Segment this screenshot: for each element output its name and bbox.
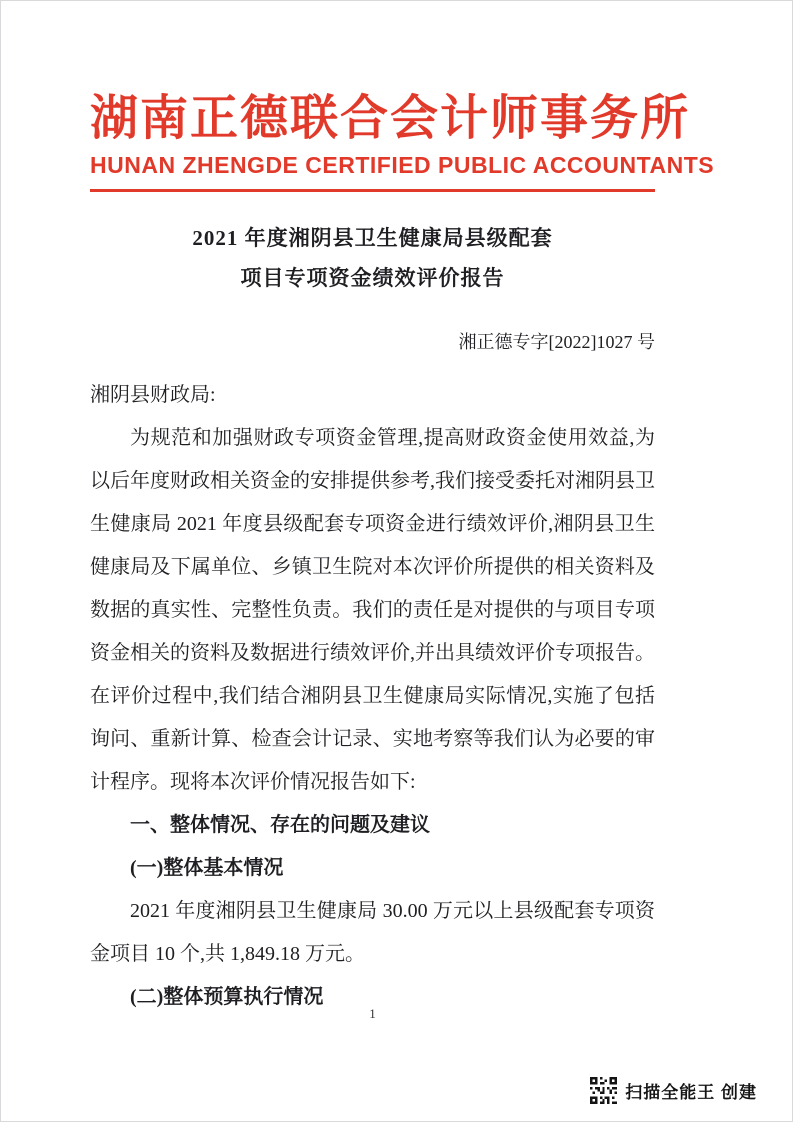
- body-paragraph-basic-situation: 2021 年度湘阴县卫生健康局 30.00 万元以上县级配套专项资金项目 10 个,共 1,849.18 万元。: [90, 899, 655, 965]
- firm-name-chinese: 湖南正德联合会计师事务所: [90, 92, 691, 145]
- report-title-line2: 项目专项资金绩效评价报告: [240, 265, 505, 290]
- report-title: [90, 218, 655, 298]
- scanner-watermark-label: 扫描全能王 创建: [625, 1083, 757, 1102]
- reference-number: 湘正德专字[2022]1027 号: [458, 331, 655, 352]
- body-paragraph-intro: 为规范和加强财政专项资金管理,提高财政资金使用效益,为以后年度财政相关资金的安排提供参考,我们接受委托对湘阴县卫生健康局 2021 年度县级配套专项资金进行绩效评价,湘阴县卫生健康局及下属单位、乡镇卫生院对本次评价所提供的相关资料及数据的真实性、完整性负责。我们的责任是对提供的与项目专项资金相关的资料及数据进行绩效评价,并出具绩效评价专项报告。在评价过程中,我们结合湘阴县卫生健康局实际情况,实施了包括询问、重新计算、检查会计记录、实地考察等我们认为必要的审计程序。现将本次评价情况报告如下:: [90, 426, 655, 793]
- qr-code-icon: [590, 1077, 617, 1104]
- section-heading-overall: 一、整体情况、存在的问题及建议: [130, 813, 430, 836]
- addressee: 湘阴县财政局:: [90, 383, 216, 406]
- firm-name-english: HUNAN ZHENGDE CERTIFIED PUBLIC ACCOUNTANTS: [90, 151, 715, 178]
- letterhead-divider: [90, 189, 655, 192]
- scanner-watermark: [590, 1077, 757, 1104]
- section-heading-budget-execution: (二)整体预算执行情况: [130, 985, 324, 1008]
- section-heading-basic-situation: (一)整体基本情况: [130, 856, 284, 879]
- page-number: 1: [369, 1006, 376, 1021]
- report-title-line1: 2021 年度湘阴县卫生健康局县级配套: [192, 225, 553, 250]
- letterhead: [90, 90, 715, 192]
